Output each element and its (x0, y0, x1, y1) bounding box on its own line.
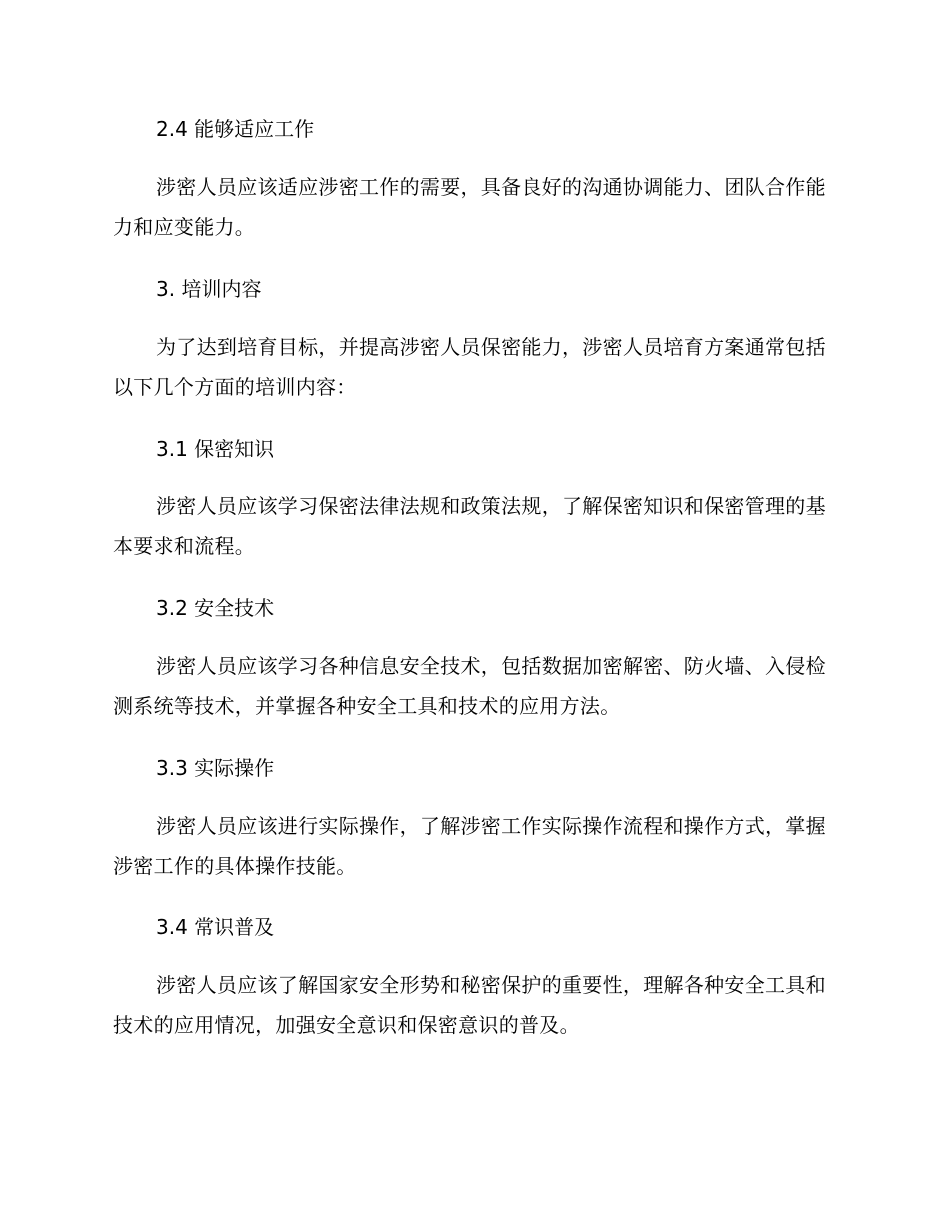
section-heading-3-2: 3.2 安全技术 (156, 596, 275, 620)
section-body-3-1: 涉密人员应该学习保密法律法规和政策法规，了解保密知识和保密管理的基本要求和流程。 (113, 494, 826, 558)
section-body-3: 为了达到培育目标，并提高涉密人员保密能力，涉密人员培育方案通常包括以下几个方面的培训内容： (113, 335, 826, 399)
section-body-3-4: 涉密人员应该了解国家安全形势和秘密保护的重要性，理解各种安全工具和技术的应用情况，加强安全意识和保密意识的普及。 (113, 973, 826, 1037)
section-body-3-3: 涉密人员应该进行实际操作，了解涉密工作实际操作流程和操作方式，掌握涉密工作的具体操作技能。 (113, 814, 826, 878)
section-heading-3: 3. 培训内容 (156, 277, 262, 301)
section-heading-3-1: 3.1 保密知识 (156, 437, 275, 461)
section-heading-2-4: 2.4 能够适应工作 (156, 117, 315, 141)
section-body-2-4: 涉密人员应该适应涉密工作的需要，具备良好的沟通协调能力、团队合作能力和应变能力。 (113, 175, 826, 239)
section-heading-3-4: 3.4 常识普及 (156, 915, 275, 939)
section-heading-3-3: 3.3 实际操作 (156, 756, 275, 780)
section-body-3-2: 涉密人员应该学习各种信息安全技术，包括数据加密解密、防火墙、入侵检测系统等技术，并掌握各种安全工具和技术的应用方法。 (113, 654, 826, 718)
